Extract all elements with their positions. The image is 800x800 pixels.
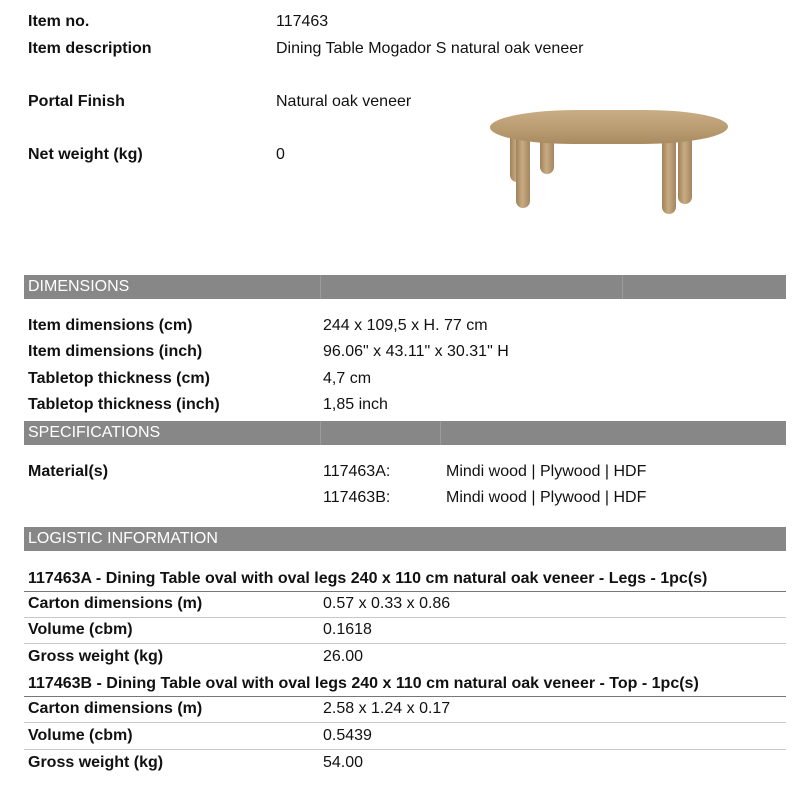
item-no-label: Item no. <box>28 13 90 30</box>
package-a-divider <box>24 591 786 592</box>
material-code-b: 117463B: <box>323 489 391 506</box>
table-leg-front-right <box>678 132 692 204</box>
material-value-a: Mindi wood | Plywood | HDF <box>446 463 647 480</box>
specifications-section-header <box>24 421 786 445</box>
package-b-volume-value: 0.5439 <box>323 727 372 744</box>
portal-finish-value: Natural oak veneer <box>276 93 412 110</box>
package-a-volume-value: 0.1618 <box>323 621 372 638</box>
dimensions-section-header <box>24 275 786 299</box>
package-a-volume-label: Volume (cbm) <box>28 621 133 638</box>
portal-finish-label: Portal Finish <box>28 93 125 110</box>
package-a-carton-value: 0.57 x 0.33 x 0.86 <box>323 595 451 612</box>
package-a-carton-label: Carton dimensions (m) <box>28 595 203 612</box>
package-a-gross-weight-value: 26.00 <box>323 648 364 665</box>
item-dimensions-cm-label: Item dimensions (cm) <box>28 317 193 334</box>
dimensions-title: DIMENSIONS <box>28 278 130 295</box>
row-divider <box>24 643 786 644</box>
item-description-value: Dining Table Mogador S natural oak veneer <box>276 40 584 57</box>
table-leg-front-corner <box>516 132 530 208</box>
tabletop-thickness-cm-value: 4,7 cm <box>323 370 372 387</box>
table-leg-front-left <box>662 132 676 214</box>
package-b-carton-label: Carton dimensions (m) <box>28 700 203 717</box>
item-dimensions-cm-value: 244 x 109,5 x H. 77 cm <box>323 317 488 334</box>
row-divider <box>24 617 786 618</box>
row-divider <box>24 722 786 723</box>
item-dimensions-inch-label: Item dimensions (inch) <box>28 343 203 360</box>
package-b-gross-weight-label: Gross weight (kg) <box>28 754 164 771</box>
material-code-a: 117463A: <box>323 463 391 480</box>
package-b-heading: 117463B - Dining Table oval with oval legs 240 x 110 cm natural oak veneer - Top - 1pc(s) <box>28 675 699 692</box>
materials-label: Material(s) <box>28 463 109 480</box>
item-dimensions-inch-value: 96.06" x 43.11" x 30.31" H <box>323 343 509 360</box>
package-a-heading: 117463A - Dining Table oval with oval legs 240 x 110 cm natural oak veneer - Legs - 1pc(s) <box>28 570 708 587</box>
row-divider <box>24 749 786 750</box>
material-value-b: Mindi wood | Plywood | HDF <box>446 489 647 506</box>
tabletop <box>488 110 730 144</box>
package-b-carton-value: 2.58 x 1.24 x 0.17 <box>323 700 451 717</box>
oval-dining-table-image <box>486 108 730 218</box>
specifications-title: SPECIFICATIONS <box>28 424 161 441</box>
package-a-gross-weight-label: Gross weight (kg) <box>28 648 164 665</box>
net-weight-label: Net weight (kg) <box>28 146 143 163</box>
package-b-gross-weight-value: 54.00 <box>323 754 364 771</box>
item-description-label: Item description <box>28 40 152 57</box>
tabletop-thickness-inch-value: 1,85 inch <box>323 396 388 413</box>
item-no-value: 117463 <box>276 13 329 30</box>
tabletop-thickness-cm-label: Tabletop thickness (cm) <box>28 370 210 387</box>
logistic-information-section-header <box>24 527 786 551</box>
package-b-volume-label: Volume (cbm) <box>28 727 133 744</box>
logistic-information-title: LOGISTIC INFORMATION <box>28 530 218 547</box>
package-b-divider <box>24 696 786 697</box>
net-weight-value: 0 <box>276 146 285 163</box>
tabletop-thickness-inch-label: Tabletop thickness (inch) <box>28 396 220 413</box>
